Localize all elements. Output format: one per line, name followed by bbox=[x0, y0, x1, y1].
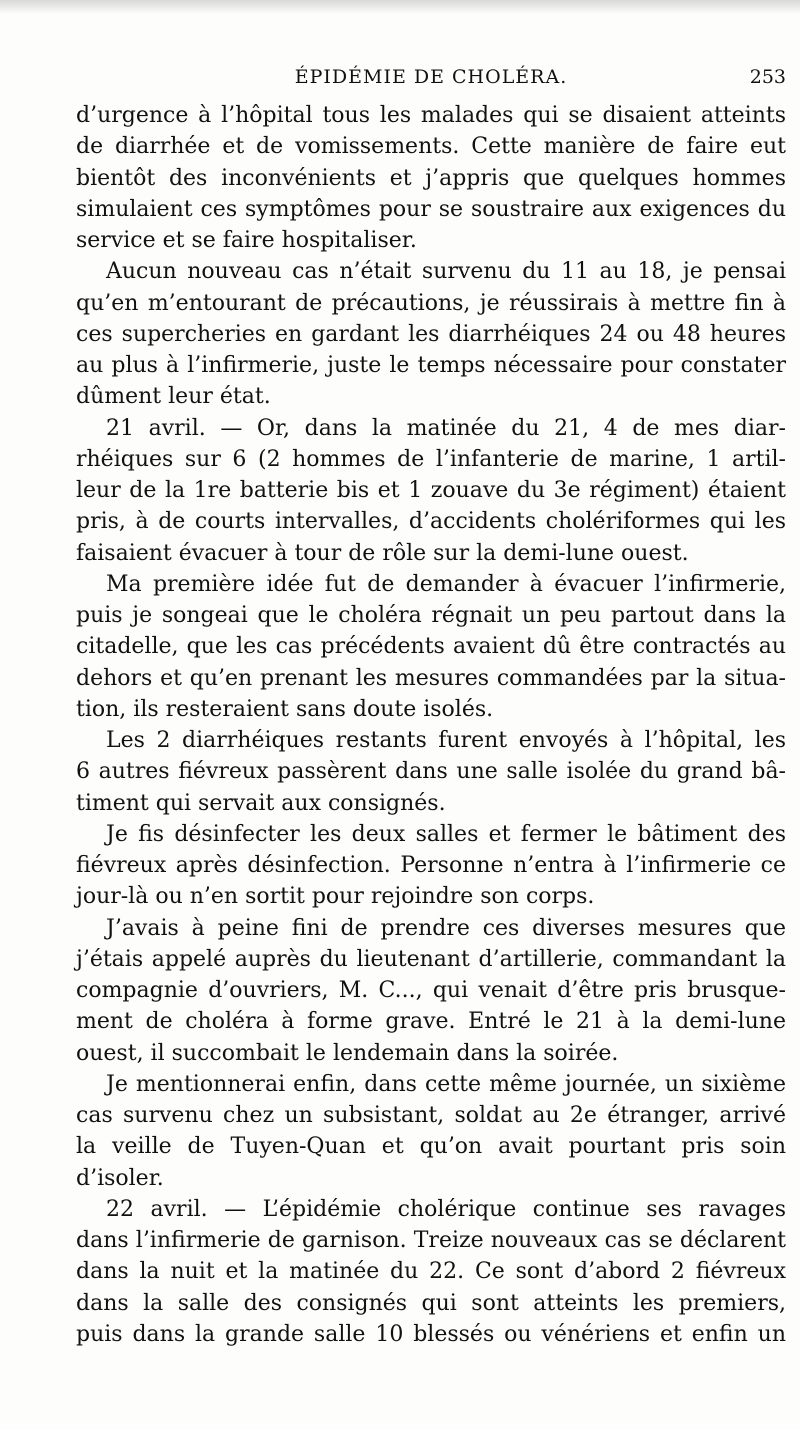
text-line: d’urgence à l’hôpital tous les malades qui se disaient atteints bbox=[76, 103, 786, 128]
text-line: Je mentionnerai enfin, dans cette même journée, un sixième bbox=[106, 1071, 786, 1097]
text-line: service et se faire hospitaliser. bbox=[76, 228, 417, 253]
text-line: puis dans la grande salle 10 blessés ou vénériens et enfin un bbox=[76, 1321, 786, 1347]
text-line: ouest, il succombait le lendemain dans la soirée. bbox=[76, 1040, 619, 1066]
text-line: fiévreux après désinfection. Personne n’entra à l’infirmerie ce bbox=[76, 853, 786, 878]
text-line: Ma première idée fut de demander à évacuer l’infirmerie, bbox=[106, 571, 786, 597]
text-line: Aucun nouveau cas n’était survenu du 11 au 18, je pensai bbox=[106, 259, 786, 285]
text-line: timent qui servait aux consignés. bbox=[76, 790, 446, 816]
text-line: bientôt des inconvénients et j’appris que quelques hommes bbox=[76, 165, 786, 191]
page-edge-shadow bbox=[0, 0, 800, 14]
text-line: compagnie d’ouvriers, M. C..., qui venait d’être pris brusque- bbox=[76, 978, 786, 1003]
text-line: qu’en m’entourant de précautions, je réussirais à mettre fin à bbox=[76, 290, 786, 316]
text-line: 22 avril. — L’épidémie cholérique continue ses ravages bbox=[106, 1196, 786, 1222]
text-line: ces supercheries en gardant les diarrhéiques 24 ou 48 heures bbox=[76, 321, 786, 347]
body-text bbox=[76, 100, 786, 1350]
page-number: 253 bbox=[749, 66, 786, 88]
text-line: au plus à l’infirmerie, juste le temps nécessaire pour constater bbox=[76, 353, 786, 378]
text-line: rhéiques sur 6 (2 hommes de l’infanterie de marine, 1 artil- bbox=[76, 446, 786, 472]
text-line: la veille de Tuyen-Quan et qu’on avait pourtant pris soin bbox=[76, 1134, 786, 1160]
text-line: Les 2 diarrhéiques restants furent envoyés à l’hôpital, les bbox=[106, 728, 786, 753]
text-line: pris, à de courts intervalles, d’accidents cholériformes qui les bbox=[76, 509, 786, 535]
text-line: j’étais appelé auprès du lieutenant d’artillerie, commandant la bbox=[76, 946, 786, 972]
text-line: 21 avril. — Or, dans la matinée du 21, 4 de mes diar- bbox=[106, 415, 786, 441]
text-line: dûment leur état. bbox=[76, 384, 271, 410]
running-head bbox=[76, 62, 786, 92]
text-line: jour-là ou n’en sortit pour rejoindre son corps. bbox=[76, 884, 595, 910]
text-line: Je fis désinfecter les deux salles et fermer le bâtiment des bbox=[106, 821, 786, 847]
text-line: 6 autres fiévreux passèrent dans une salle isolée du grand bâ- bbox=[76, 759, 786, 785]
text-line: dans la salle des consignés qui sont atteints les premiers, bbox=[76, 1290, 786, 1316]
text-line: ment de choléra à forme grave. Entré le 21 à la demi-lune bbox=[76, 1009, 786, 1035]
text-line: d’isoler. bbox=[76, 1165, 164, 1191]
text-line: dans l’infirmerie de garnison. Treize nouveaux cas se déclarent bbox=[76, 1228, 786, 1253]
text-line: de diarrhée et de vomissements. Cette manière de faire eut bbox=[76, 134, 786, 160]
text-line: puis je songeai que le choléra régnait un peu partout dans la bbox=[76, 603, 786, 628]
text-line: simulaient ces symptômes pour se soustraire aux exigences du bbox=[76, 196, 786, 222]
text-line: leur de la 1re batterie bis et 1 zouave du 3e régiment) étaient bbox=[76, 478, 786, 503]
running-title: ÉPIDÉMIE DE CHOLÉRA. bbox=[294, 66, 568, 88]
text-line: cas survenu chez un subsistant, soldat au 2e étranger, arrivé bbox=[76, 1103, 786, 1128]
text-line: dehors et qu’en prenant les mesures commandées par la situa- bbox=[76, 665, 786, 691]
text-line: citadelle, que les cas précédents avaient dû être contractés au bbox=[76, 634, 786, 660]
text-line: J’avais à peine fini de prendre ces diverses mesures que bbox=[106, 915, 786, 941]
text-line: faisaient évacuer à tour de rôle sur la demi-lune ouest. bbox=[76, 540, 689, 566]
text-line: dans la nuit et la matinée du 22. Ce sont d’abord 2 fiévreux bbox=[76, 1259, 786, 1285]
text-line: tion, ils resteraient sans doute isolés. bbox=[76, 696, 494, 722]
